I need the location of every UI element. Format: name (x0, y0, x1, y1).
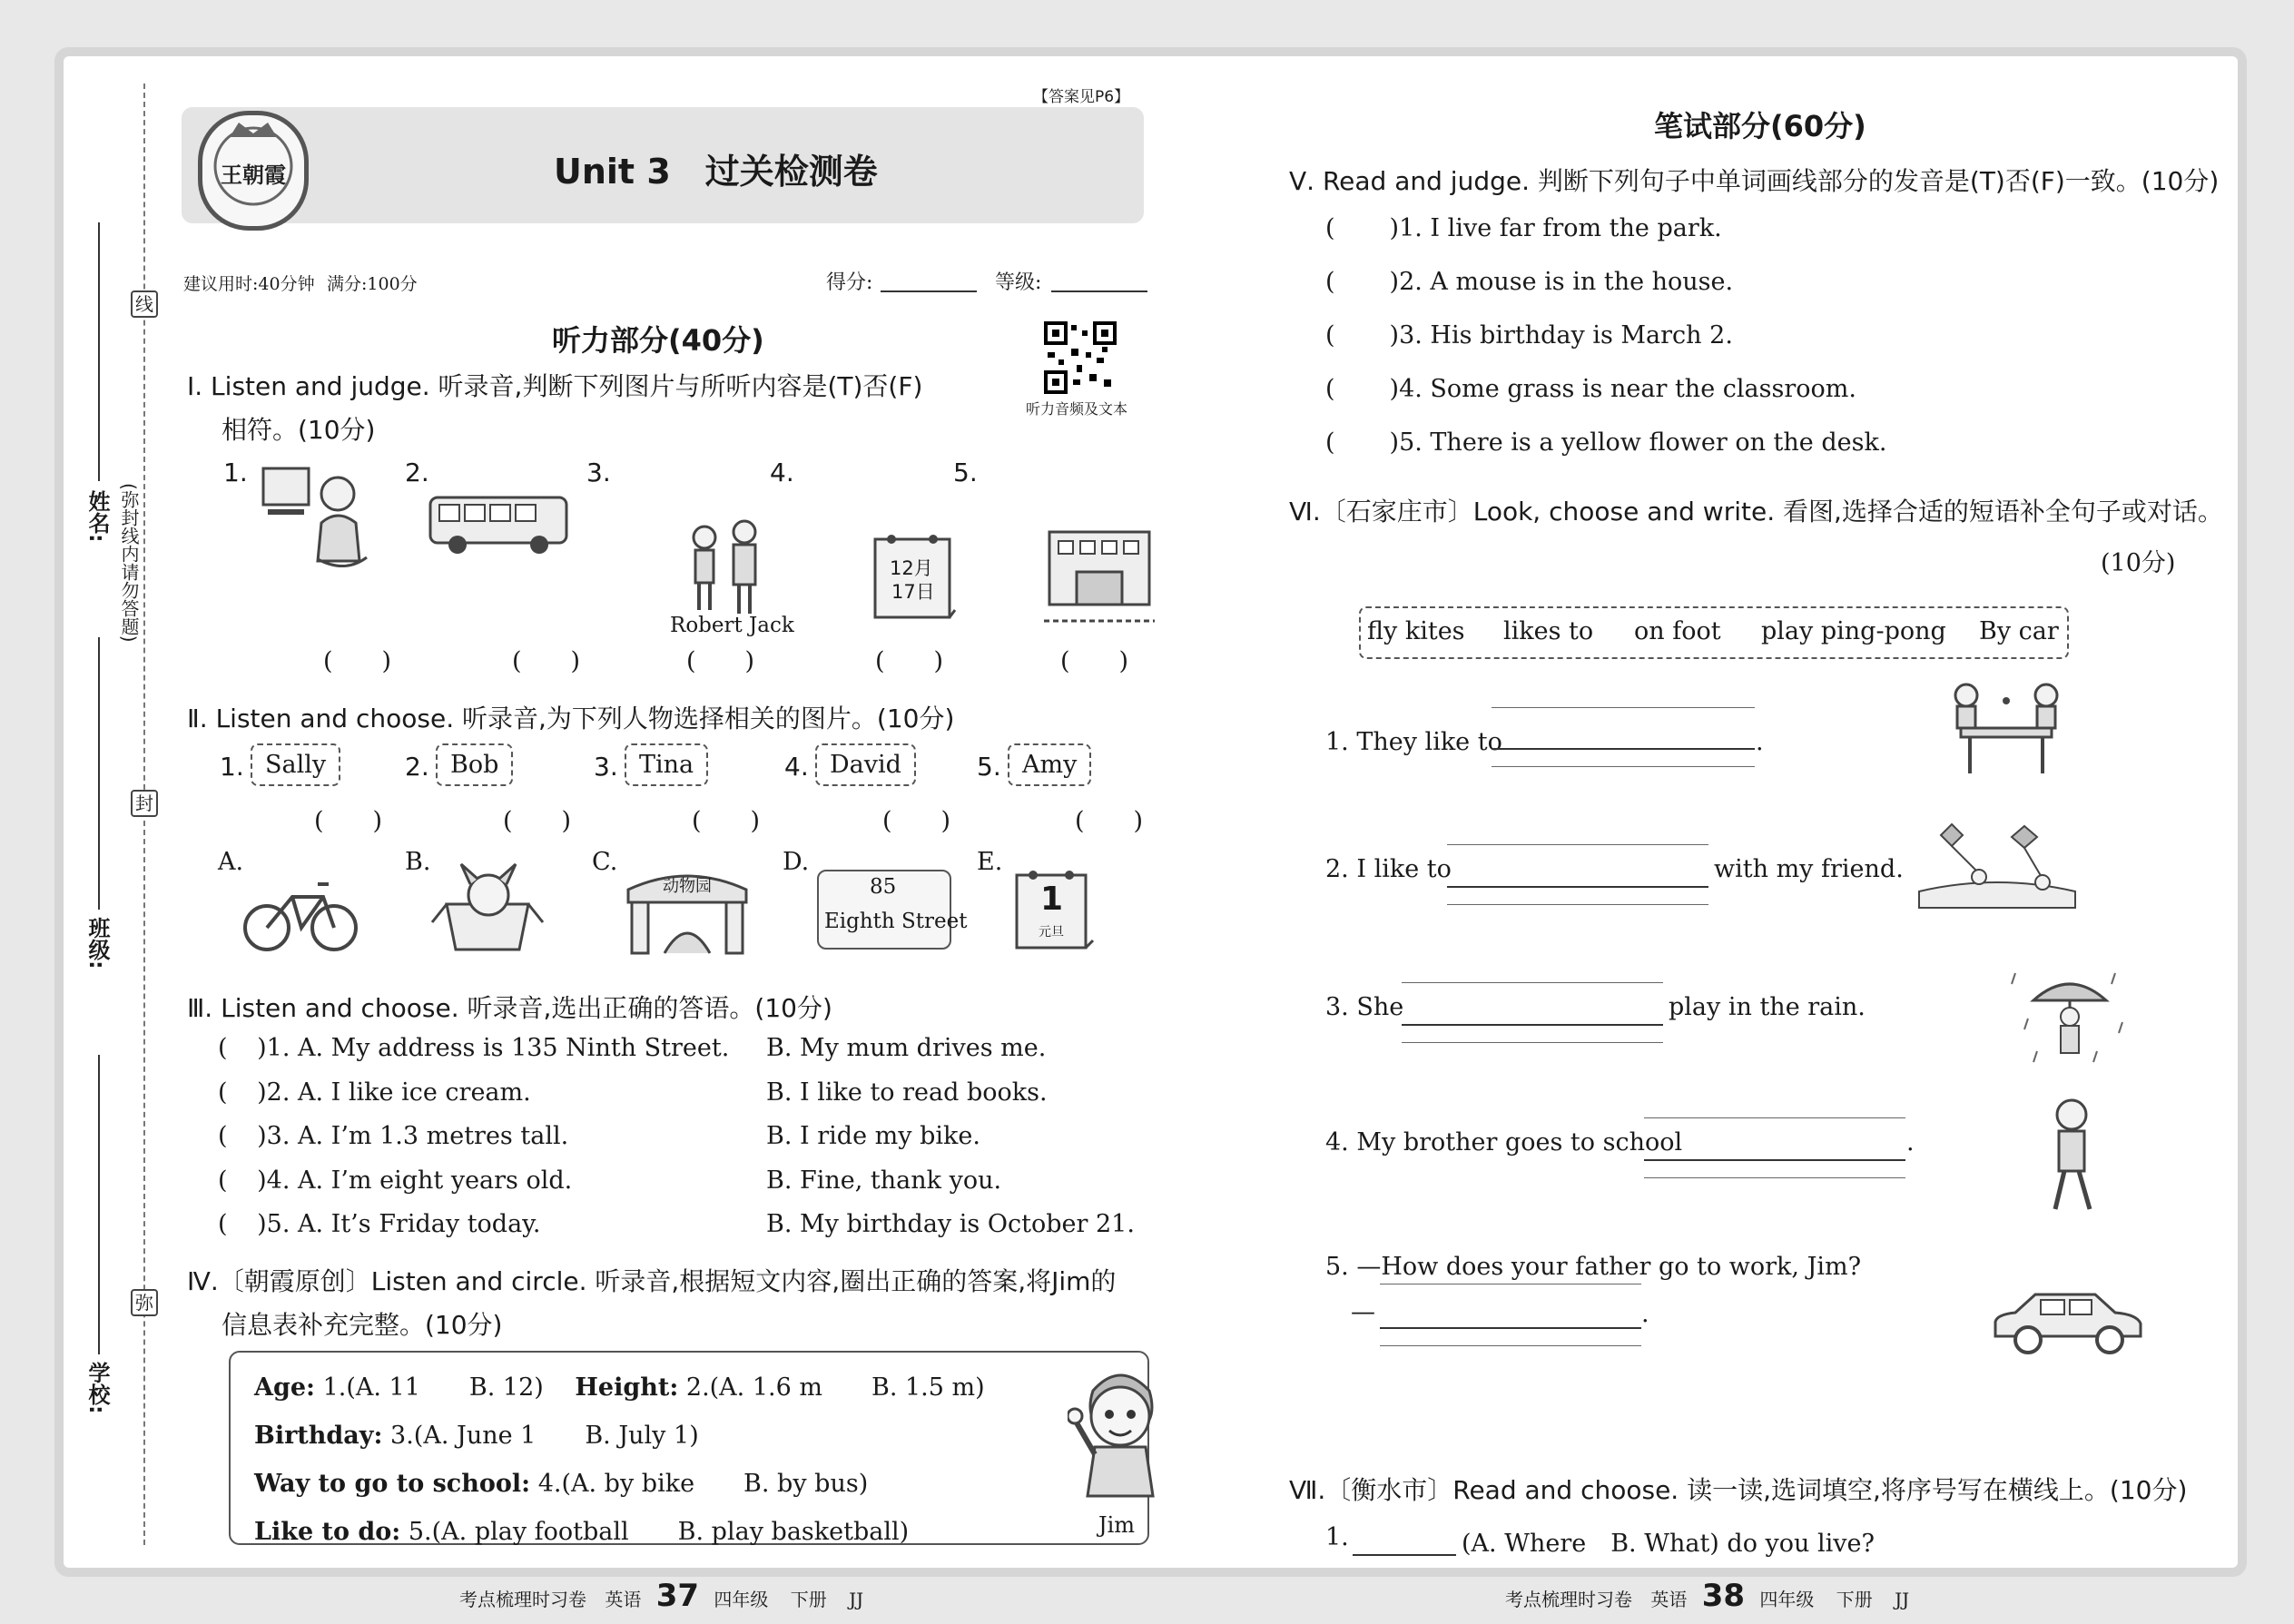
phrase-5: By car (1979, 617, 2059, 645)
way-to-school-label: Way to go to school: (254, 1470, 531, 1498)
s6-q5-guide-bottom (1380, 1345, 1641, 1346)
s6-q5-blank[interactable] (1380, 1327, 1641, 1329)
school-fill-line[interactable] (98, 1055, 100, 1354)
footer-right-ed: JJ (1895, 1589, 1910, 1610)
phrase-1: fly kites (1367, 617, 1465, 645)
computer-boy-picture (254, 459, 372, 577)
s2-letter-a: A. (218, 848, 244, 876)
school-label: 学校: (84, 1362, 110, 1414)
section7-title: Ⅶ.〔衡水市〕Read and choose. 读一读,选词填空,将序号写在横线上。(10分) (1289, 1475, 2188, 1505)
footer-right-page: 38 (1701, 1578, 1746, 1614)
fly-kites-picture (1915, 819, 2079, 910)
s6-q2-guide-top (1447, 844, 1708, 845)
s6-q1-guide-bottom (1492, 766, 1755, 767)
footer-left-page: 37 (655, 1578, 700, 1614)
s6-q1-guide-top (1492, 707, 1755, 708)
info-line-1 (254, 1367, 985, 1403)
s6-q3-guide-top (1402, 982, 1663, 983)
two-boys-picture (684, 519, 766, 619)
score-label: 得分: (826, 271, 873, 294)
s6-q2: 2. I like to (1325, 855, 1452, 883)
s1-num-1: 1. (223, 458, 248, 487)
s2-num-4: 4. (784, 752, 809, 782)
s2-num-1: 1. (220, 752, 244, 782)
person-david: David (815, 743, 916, 786)
jim-caption: Jim (1098, 1512, 1136, 1538)
s2-letter-d: D. (783, 848, 810, 876)
s5-item-3[interactable]: ( )3. His birthday is March 2. (1325, 321, 1733, 349)
s7-q1-blank[interactable] (1353, 1554, 1456, 1556)
s6-q1: 1. They like to (1325, 728, 1502, 756)
s3-row-2-a: )2. A. I like ice cream. (257, 1078, 531, 1107)
grade-label: 等级: (995, 271, 1042, 294)
footer-left-ed: JJ (849, 1589, 864, 1610)
score-blank[interactable] (881, 290, 977, 292)
s6-q4-end: . (1906, 1128, 1915, 1156)
s3-row-5[interactable]: ( )5. A. It’s Friday today. (218, 1210, 541, 1238)
s3-row-1-b: B. My mum drives me. (766, 1034, 1047, 1062)
s7-q1-options: (A. Where B. What) do you live? (1462, 1530, 1875, 1558)
s6-q4-guide-top (1644, 1117, 1905, 1118)
section1-title: Ⅰ. Listen and judge. 听录音,判断下列图片与所听内容是(T)否(F) (187, 371, 923, 401)
s3-row-4[interactable]: ( )4. A. I’m eight years old. (218, 1166, 573, 1195)
height-label: Height: (575, 1373, 679, 1402)
building-picture (1040, 523, 1158, 628)
s6-q1-end: . (1756, 728, 1764, 756)
boy-names: Robert Jack (670, 614, 794, 637)
s6-q3-blank[interactable] (1402, 1024, 1663, 1026)
s6-q3-end: play in the rain. (1669, 993, 1866, 1021)
s1-answer-1[interactable]: ( ) (323, 647, 392, 675)
section1-title-cont: 相符。(10分) (222, 415, 376, 445)
grade-blank[interactable] (1051, 290, 1147, 292)
s2-num-3: 3. (594, 752, 618, 782)
logo-text: 王朝霞 (221, 162, 286, 188)
ping-pong-picture (1943, 674, 2070, 782)
s2-letter-e: E. (977, 848, 1003, 876)
exam-sheet (64, 56, 2238, 1614)
s2-answer-2[interactable]: ( ) (503, 807, 572, 835)
s6-q2-guide-bottom (1447, 904, 1708, 905)
s6-q4-guide-bottom (1644, 1177, 1905, 1178)
s2-letter-b: B. (405, 848, 431, 876)
person-sally: Sally (251, 743, 340, 786)
footer-left-grade: 四年级 (714, 1589, 769, 1610)
birthday-options[interactable]: 3.(A. June 1 B. July 1) (390, 1422, 699, 1450)
dog-in-box-picture (428, 859, 546, 959)
like-to-do-options[interactable]: 5.(A. play football B. play basketball) (408, 1518, 910, 1546)
publisher-logo (198, 111, 309, 231)
s3-row-4-a: )4. A. I’m eight years old. (257, 1166, 573, 1195)
footer-right-term: 下册 (1836, 1589, 1873, 1610)
s6-q2-end: with my friend. (1714, 855, 1904, 883)
listening-heading: 听力部分(40分) (552, 323, 764, 358)
height-options[interactable]: 2.(A. 1.6 m B. 1.5 m) (685, 1373, 985, 1402)
s5-item-1-text: )1. I live far from the park. (1389, 214, 1722, 242)
s1-answer-3[interactable]: ( ) (686, 647, 755, 675)
gutter-note: (弥封线内请勿答题) (118, 483, 140, 643)
age-options[interactable]: 1.(A. 11 B. 12) (322, 1373, 544, 1402)
way-to-school-options[interactable]: 4.(A. by bike B. by bus) (537, 1470, 869, 1498)
footer-left-series: 考点梳理时习卷 (459, 1589, 586, 1610)
footer-right (1505, 1578, 1909, 1614)
calendar-date-1: 1 (1040, 881, 1064, 918)
written-heading: 笔试部分(60分) (1654, 109, 1866, 143)
s2-answer-1[interactable]: ( ) (314, 807, 383, 835)
s6-q3-guide-bottom (1402, 1042, 1663, 1043)
s3-row-5-b: B. My birthday is October 21. (766, 1210, 1135, 1238)
s2-num-2: 2. (405, 752, 429, 782)
qr-code-icon[interactable] (1044, 321, 1117, 394)
footer-right-subject: 英语 (1650, 1589, 1688, 1610)
s1-answer-4[interactable]: ( ) (875, 647, 944, 675)
footer-left-term: 下册 (790, 1589, 827, 1610)
s6-q3: 3. She (1325, 993, 1404, 1021)
section3-title: Ⅲ. Listen and choose. 听录音,选出正确的答语。(10分) (187, 993, 832, 1023)
jim-boy-picture (1068, 1363, 1173, 1500)
s5-item-5[interactable]: ( )5. There is a yellow flower on the desk. (1325, 428, 1887, 457)
s3-row-3[interactable]: ( )3. A. I’m 1.3 metres tall. (218, 1122, 569, 1150)
calendar-yuandan: 元旦 (1039, 925, 1064, 940)
rain-umbrella-picture (2006, 964, 2133, 1073)
s1-num-5: 5. (953, 458, 978, 487)
class-label: 班级: (84, 917, 110, 969)
s5-item-2[interactable]: ( )2. A mouse is in the house. (1325, 268, 1734, 296)
s1-answer-5[interactable]: ( ) (1060, 647, 1129, 675)
s5-item-1[interactable]: ( )1. I live far from the park. (1325, 214, 1722, 242)
s2-answer-4[interactable]: ( ) (882, 807, 951, 835)
s6-q5-question: 5. —How does your father go to work, Jim? (1325, 1253, 1862, 1281)
birthday-label: Birthday: (254, 1422, 383, 1450)
s3-row-3-a: )3. A. I’m 1.3 metres tall. (257, 1122, 569, 1150)
gutter-tab-xian: 线 (131, 290, 158, 318)
bus-picture (427, 488, 572, 561)
full-score: 满分:100分 (327, 274, 418, 294)
s5-item-4[interactable]: ( )4. Some grass is near the classroom. (1325, 375, 1856, 403)
class-fill-line[interactable] (98, 637, 100, 910)
s5-item-2-text: )2. A mouse is in the house. (1389, 268, 1734, 296)
phrase-3: on foot (1634, 617, 1721, 645)
info-line-3 (254, 1463, 868, 1499)
phrase-4: play ping-pong (1761, 617, 1946, 645)
bicycle-icon (241, 873, 359, 955)
s3-row-5-a: )5. A. It’s Friday today. (257, 1210, 541, 1238)
name-fill-line[interactable] (98, 222, 100, 481)
calendar-day: 17日 (891, 581, 935, 603)
page-title: Unit 3 过关检测卷 (554, 152, 878, 192)
street-name: Eighth Street (824, 910, 968, 933)
person-amy: Amy (1008, 743, 1091, 786)
s2-letter-c: C. (592, 848, 618, 876)
footer-left (459, 1578, 863, 1614)
s1-num-2: 2. (405, 458, 429, 487)
person-tina: Tina (625, 743, 708, 786)
footer-right-series: 考点梳理时习卷 (1505, 1589, 1632, 1610)
s2-num-5: 5. (977, 752, 1001, 782)
suggested-time: 建议用时:40分钟 (183, 274, 315, 294)
s1-num-4: 4. (770, 458, 794, 487)
answer-reference: 【答案见P6】 (1033, 88, 1130, 106)
s6-q5-end: . (1641, 1300, 1649, 1328)
s6-q4: 4. My brother goes to school (1325, 1128, 1683, 1156)
calendar-month: 12月 (890, 557, 933, 579)
s6-q5-dash: — (1351, 1298, 1375, 1326)
zoo-sign: 动物园 (663, 877, 712, 896)
section6-title: Ⅵ.〔石家庄市〕Look, choose and write. 看图,选择合适的短语补全句子或对话。 (1289, 497, 2223, 527)
name-label: 姓名: (84, 490, 110, 543)
s3-row-2[interactable]: ( )2. A. I like ice cream. (218, 1078, 531, 1107)
s3-row-1-a: )1. A. My address is 135 Ninth Street. (257, 1034, 730, 1062)
phrase-2: likes to (1503, 617, 1594, 645)
s2-answer-5[interactable]: ( ) (1075, 807, 1144, 835)
s7-q1-num: 1. (1325, 1523, 1349, 1551)
s5-item-5-text: )5. There is a yellow flower on the desk. (1389, 428, 1887, 457)
s1-num-3: 3. (586, 458, 611, 487)
age-label: Age: (254, 1373, 315, 1402)
footer-right-grade: 四年级 (1759, 1589, 1815, 1610)
info-line-2 (254, 1415, 699, 1451)
person-bob: Bob (436, 743, 513, 786)
s6-q4-blank[interactable] (1644, 1159, 1905, 1161)
like-to-do-label: Like to do: (254, 1518, 401, 1546)
s6-q2-blank[interactable] (1447, 886, 1708, 888)
section6-points: (10分) (2101, 549, 2176, 577)
car-icon (1988, 1282, 2148, 1363)
street-number: 85 (870, 875, 897, 899)
s3-row-4-b: B. Fine, thank you. (766, 1166, 1002, 1195)
s5-item-4-text: )4. Some grass is near the classroom. (1389, 375, 1856, 403)
section2-title: Ⅱ. Listen and choose. 听录音,为下列人物选择相关的图片。(10分) (187, 704, 955, 733)
s3-row-1[interactable]: ( )1. A. My address is 135 Ninth Street. (218, 1034, 730, 1062)
s2-answer-3[interactable]: ( ) (692, 807, 761, 835)
qr-caption: 听力音频及文本 (1026, 400, 1128, 418)
walking-boy-picture (2035, 1097, 2108, 1215)
s3-row-2-b: B. I like to read books. (766, 1078, 1048, 1107)
footer-left-subject: 英语 (605, 1589, 642, 1610)
section4-title-cont: 信息表补充完整。(10分) (222, 1310, 503, 1340)
section5-title: Ⅴ. Read and judge. 判断下列句子中单词画线部分的发音是(T)否(F)一致。(10分) (1289, 166, 2220, 196)
s5-item-3-text: )3. His birthday is March 2. (1389, 321, 1733, 349)
gutter-tab-mi: 弥 (131, 1289, 158, 1316)
gutter-tab-feng: 封 (131, 790, 158, 817)
s1-answer-2[interactable]: ( ) (512, 647, 581, 675)
s3-row-3-b: B. I ride my bike. (766, 1122, 980, 1150)
section4-title: Ⅳ.〔朝霞原创〕Listen and circle. 听录音,根据短文内容,圈出正确的答案,将Jim的 (187, 1266, 1117, 1296)
s6-q1-blank[interactable] (1492, 748, 1755, 750)
info-line-4 (254, 1511, 909, 1547)
